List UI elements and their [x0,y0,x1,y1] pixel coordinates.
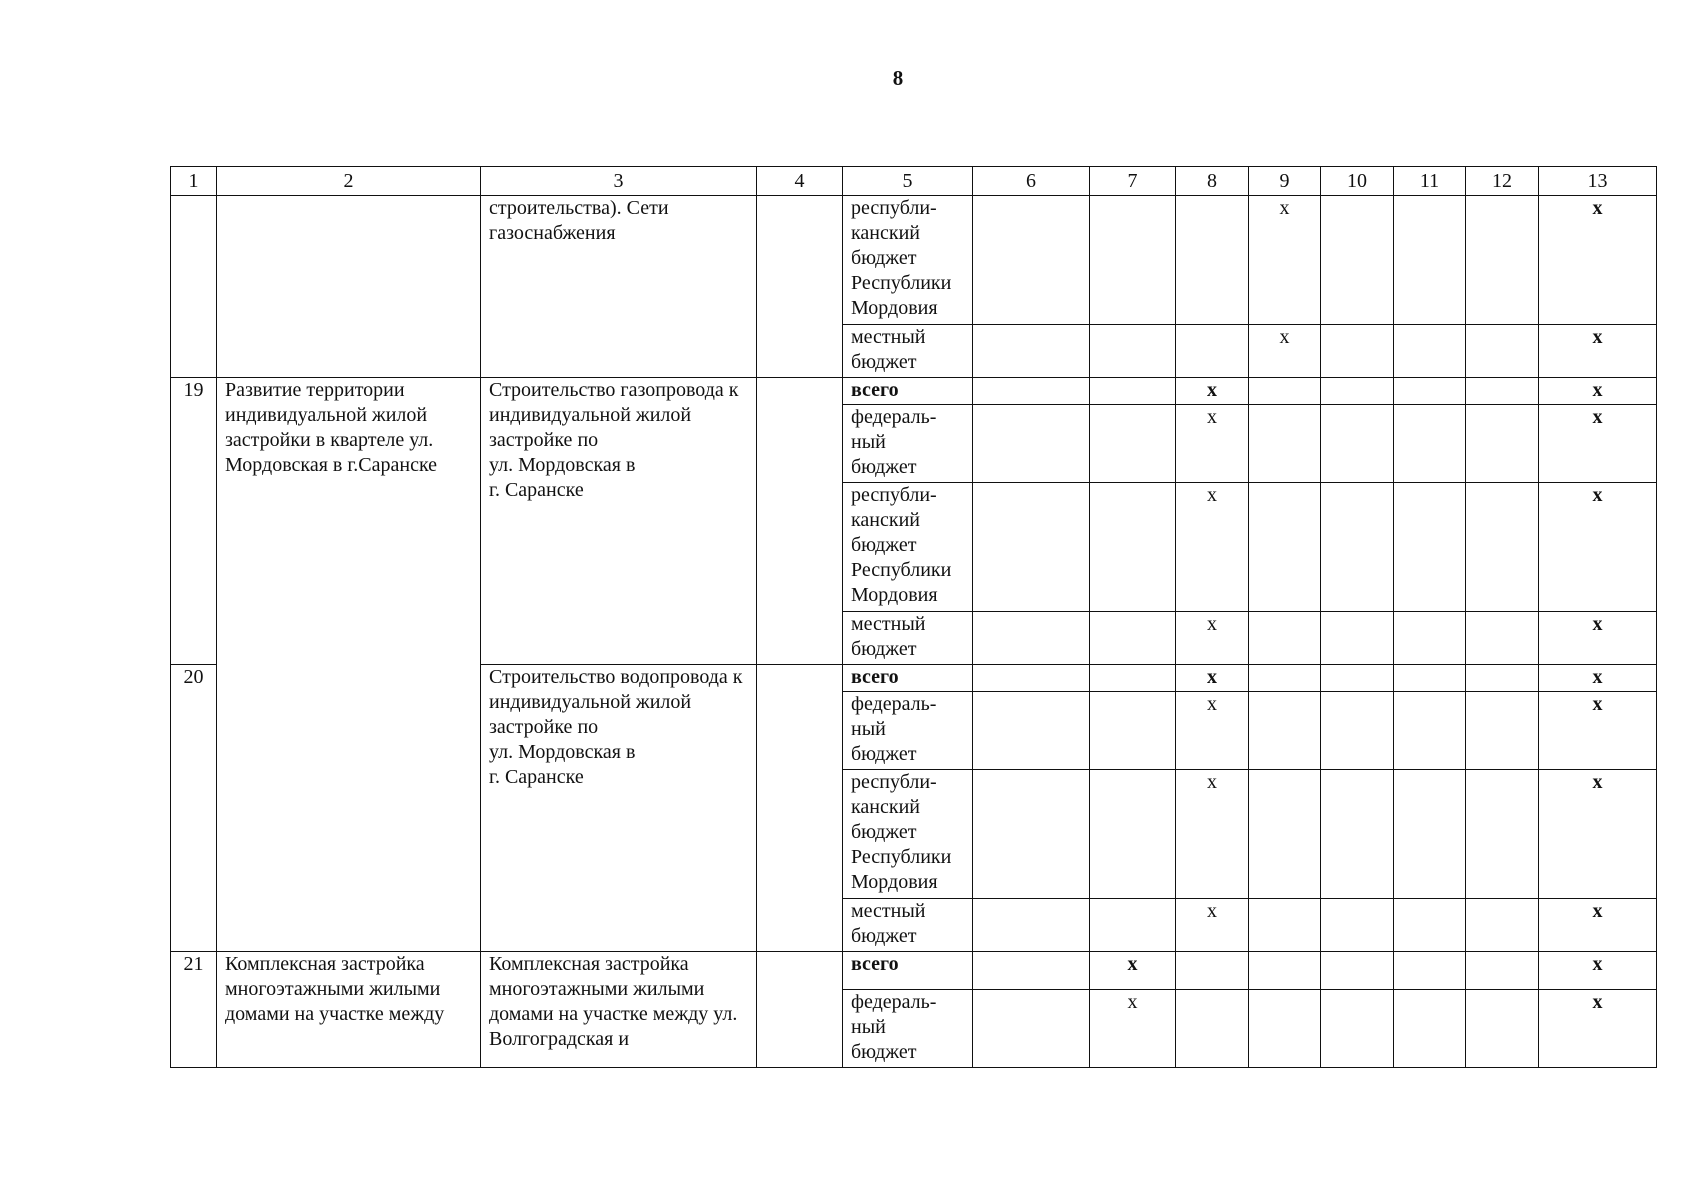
mark-cell: х [1176,692,1249,770]
object-name-cell: Строительство газопровода к индивидуальной жилой застройке по ул. Мордовская в г. Саранске [481,378,757,665]
cell [1249,378,1321,405]
row-number-cell: 19 [171,378,217,665]
object-name-cell: строительства). Сети газоснабжения [481,196,757,378]
column-header: 2 [217,167,481,196]
cell [1466,378,1539,405]
column-header: 13 [1539,167,1657,196]
mark-cell: х [1539,378,1657,405]
cell [973,378,1090,405]
page-number: 8 [892,66,904,90]
cell [1321,405,1394,483]
cell [973,325,1090,378]
cell [1090,692,1176,770]
cell [1176,952,1249,990]
cell [1321,612,1394,665]
cell [973,990,1090,1068]
mark-cell: х [1176,770,1249,899]
mark-cell: х [1539,196,1657,325]
object-name-cell: Комплексная застройка многоэтажными жилыми домами на участке между ул. Волгоградская и [481,952,757,1068]
cell [1090,665,1176,692]
column-header: 10 [1321,167,1394,196]
column-header: 8 [1176,167,1249,196]
table-header-row [171,167,1657,196]
cell [1466,483,1539,612]
row-number-cell: 21 [171,952,217,1068]
cell [1249,990,1321,1068]
cell [1249,665,1321,692]
cell [1394,770,1466,899]
cell [1090,405,1176,483]
mark-cell: х [1539,692,1657,770]
table-row [171,952,1657,990]
mark-cell: х [1539,325,1657,378]
cell [1176,325,1249,378]
mark-cell: х [1539,665,1657,692]
mark-cell: х [1176,665,1249,692]
cell [1249,405,1321,483]
column-4-cell [757,665,843,952]
cell [973,952,1090,990]
mark-cell: х [1539,990,1657,1068]
measure-name-cell: Развитие территории индивидуальной жилой застройки в квартеле ул. Мордовская в г.Саранске [217,378,481,952]
table-row [171,378,1657,405]
cell [1466,692,1539,770]
cell [1466,612,1539,665]
source-total: всего [843,952,973,990]
cell [1090,899,1176,952]
cell [1466,770,1539,899]
cell [973,612,1090,665]
cell [1466,665,1539,692]
mark-cell: х [1539,952,1657,990]
mark-cell: х [1090,952,1176,990]
cell [1394,325,1466,378]
column-header: 11 [1394,167,1466,196]
cell [1090,483,1176,612]
table-row [171,196,1657,325]
cell [1321,692,1394,770]
source-local: местный бюджет [843,325,973,378]
cell [973,196,1090,325]
measure-name-cell: Комплексная застройка многоэтажными жилыми домами на участке между [217,952,481,1068]
cell [1394,405,1466,483]
cell [1466,990,1539,1068]
source-federal: федераль- ный бюджет [843,990,973,1068]
cell [1321,899,1394,952]
cell [1176,196,1249,325]
object-name-cell: Строительство водопровода к индивидуальной жилой застройке по ул. Мордовская в г. Саранске [481,665,757,952]
source-republican: республи- канский бюджет Республики Мордовия [843,483,973,612]
cell [1321,990,1394,1068]
source-federal: федераль- ный бюджет [843,405,973,483]
mark-cell: х [1176,612,1249,665]
source-republican: республи- канский бюджет Республики Мордовия [843,770,973,899]
source-total: всего [843,665,973,692]
column-header: 7 [1090,167,1176,196]
column-header: 3 [481,167,757,196]
column-header: 4 [757,167,843,196]
cell [1090,612,1176,665]
source-total: всего [843,378,973,405]
cell [1466,196,1539,325]
mark-cell: х [1539,770,1657,899]
cell [973,483,1090,612]
source-republican: республи- канский бюджет Республики Мордовия [843,196,973,325]
financing-table [170,166,1657,1068]
mark-cell: х [1176,378,1249,405]
cell [1394,952,1466,990]
mark-cell: х [1249,325,1321,378]
cell [1249,692,1321,770]
mark-cell: х [1176,483,1249,612]
cell [1321,483,1394,612]
column-4-cell [757,378,843,665]
cell [1394,196,1466,325]
cell [973,899,1090,952]
mark-cell: х [1539,405,1657,483]
cell [1090,325,1176,378]
row-number-cell: 20 [171,665,217,952]
cell [1466,899,1539,952]
cell [1466,952,1539,990]
cell [1176,990,1249,1068]
cell [1394,899,1466,952]
cell [1249,952,1321,990]
cell [1466,325,1539,378]
cell [1394,612,1466,665]
cell [1394,692,1466,770]
cell [1321,770,1394,899]
column-header: 5 [843,167,973,196]
cell [1394,483,1466,612]
mark-cell: х [1539,612,1657,665]
mark-cell: х [1090,990,1176,1068]
source-local: местный бюджет [843,612,973,665]
source-federal: федераль- ный бюджет [843,692,973,770]
row-number-cell [171,196,217,378]
cell [1090,770,1176,899]
mark-cell: х [1176,899,1249,952]
source-local: местный бюджет [843,899,973,952]
cell [1321,378,1394,405]
cell [973,405,1090,483]
cell [1466,405,1539,483]
cell [1090,196,1176,325]
cell [1249,899,1321,952]
cell [1394,665,1466,692]
mark-cell: х [1539,899,1657,952]
column-4-cell [757,952,843,1068]
cell [1249,483,1321,612]
column-header: 6 [973,167,1090,196]
cell [1249,770,1321,899]
column-header: 12 [1466,167,1539,196]
cell [973,665,1090,692]
cell [1394,990,1466,1068]
measure-name-cell [217,196,481,378]
mark-cell: х [1249,196,1321,325]
column-header: 9 [1249,167,1321,196]
cell [1249,612,1321,665]
mark-cell: х [1176,405,1249,483]
cell [973,692,1090,770]
cell [1090,378,1176,405]
cell [1321,952,1394,990]
cell [1321,665,1394,692]
cell [973,770,1090,899]
mark-cell: х [1539,483,1657,612]
cell [1321,196,1394,325]
column-header: 1 [171,167,217,196]
cell [1321,325,1394,378]
column-4-cell [757,196,843,378]
cell [1394,378,1466,405]
